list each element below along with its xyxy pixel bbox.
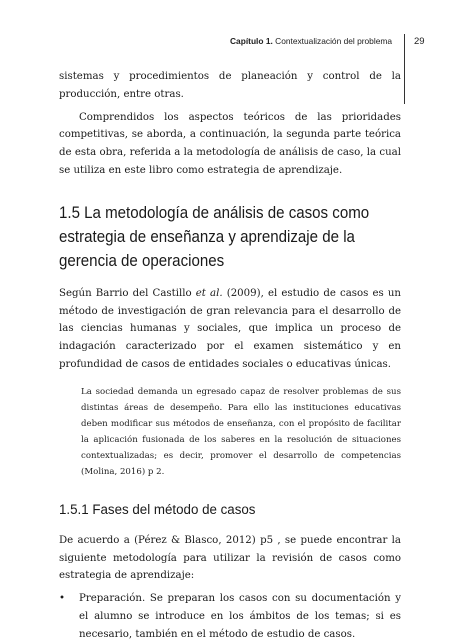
paragraph-case-study-definition	[59, 285, 401, 374]
bullet-icon: •	[59, 593, 66, 605]
citation-et-al: et al.	[195, 287, 223, 299]
list-item-text: Preparación. Se preparan los casos con su documentación y el alumno se introduce en los ámbitos de los temas; si es necesario, también en el método de estudio de casos.	[79, 593, 401, 640]
block-quote: La sociedad demanda un egresado capaz de resolver problemas de sus distintas áreas de desempeño. Para ello las instituciones educativas deben modificar sus métodos de enseñanza, con el propósito de facilitar la aplicación fusionada de los saberes en la resolución de situaciones contextualizadas; es decir, promover el desarrollo de competencias (Molina, 2016) p 2.	[81, 386, 401, 477]
header-divider	[404, 34, 405, 104]
paragraph-transition: Comprendidos los aspectos teóricos de las prioridades competitivas, se aborda, a continuación, la segunda parte teórica de esta obra, referida a la metodología de análisis de caso, la cual se utiliza en este libro como estrategia de aprendizaje.	[59, 111, 401, 176]
page-number: 29	[414, 36, 425, 47]
paragraph-methodology-intro: De acuerdo a (Pérez & Blasco, 2012) p5 , se puede encontrar la siguiente metodología para utilizar la revisión de casos como estrategia de aprendizaje:	[59, 534, 401, 582]
phase-list	[59, 590, 401, 643]
paragraph-continuation: sistemas y procedimientos de planeación y control de la producción, entre otras.	[59, 71, 401, 100]
subsection-heading: 1.5.1 Fases del método de casos	[59, 501, 256, 518]
chapter-heading	[230, 36, 392, 46]
list-item	[59, 590, 401, 643]
chapter-label: Capítulo 1.	[230, 36, 273, 46]
chapter-title: Contextualización del problema	[275, 36, 392, 46]
definition-text: (2009), el estudio de casos es un método de investigación de gran relevancia para el desarrollo de las ciencias humanas y sociales, que implica un proceso de indagación caracterizado por el examen sistemático y en profundidad de casos de entidades sociales o educativas únicas.	[59, 287, 401, 370]
running-header	[0, 34, 453, 54]
page-body	[59, 68, 401, 644]
section-heading: 1.5 La metodología de análisis de casos como estrategia de enseñanza y aprendizaje de la gerencia de operaciones	[59, 203, 370, 270]
citation-author: Según Barrio del Castillo	[59, 287, 196, 299]
